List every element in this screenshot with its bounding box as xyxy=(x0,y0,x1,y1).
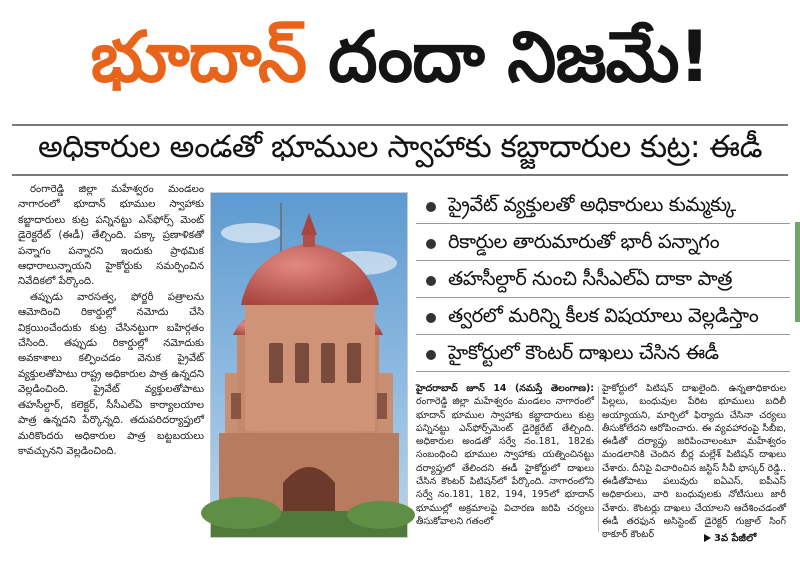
bullet-dot-icon xyxy=(426,276,436,286)
bullet-text: తహసీల్దార్ నుంచి సీసీఎల్‌ఏ దాకా పాత్ర xyxy=(448,266,732,290)
high-court-building-photo xyxy=(210,192,408,538)
bullet-dot-icon xyxy=(426,202,436,212)
left-column xyxy=(18,182,204,544)
bullet-item xyxy=(416,190,790,224)
bullet-text: హైకోర్టులో కౌంటర్ దాఖలు చేసిన ఈడీ xyxy=(448,340,719,364)
arrow-right-icon xyxy=(704,534,711,542)
left-column-para2: తప్పుడు వారసత్వ, ఫోర్జరీ పత్రాలను ఆమోదించి రికార్డుల్లో నమోదు చేసి విక్రయించేందుకు కుట్ర చేసినట్టుగా బహిర్గతం చేసింది. తప్పుడు రికార్డుల్లో నమోదుకు అవకాశాలు కల్పించడం వెనుక ప్రైవేట్ వ్యక్తులతోపాటు రాష్ట్ర అధికారుల పాత్ర ఉన్నదని వెల్లడించింది. ప్రైవేట్ వ్యక్తులతోపాటు తహసీల్దార్, కలెక్టర్, సీసీఎల్‌ఏ కార్యాలయాల పాత్ర ఉన్నదని పేర్కొన్నది. తదుపరిదర్యాప్తులో మరికొందరు అధికారుల పాత్ర బట్టబయలు కావచ్చునని వెల్లడించింది. xyxy=(18,291,204,457)
bullet-list xyxy=(416,190,790,375)
bullet-dot-icon xyxy=(426,239,436,249)
bullet-text: ప్రైవేట్ వ్యక్తులతో అధికారులు కుమ్మక్కు xyxy=(448,192,736,216)
bullet-item xyxy=(416,227,790,261)
bottom-rule xyxy=(12,174,788,176)
edge-accent-bar xyxy=(795,222,800,322)
column-divider xyxy=(598,386,599,532)
bullet-dot-icon xyxy=(426,313,436,323)
continued-on-page[interactable] xyxy=(704,532,756,546)
bullet-text: రికార్డుల తారుమారుతో భారీ పన్నాగం xyxy=(448,229,720,253)
headline xyxy=(10,14,790,116)
continued-label: 3వ పేజీలో xyxy=(714,533,757,544)
bullet-text: త్వరలో మరిన్ని కీలక విషయాలు వెల్లడిస్తాం xyxy=(448,303,759,327)
bullet-item xyxy=(416,264,790,298)
article-column-2 xyxy=(416,382,594,540)
headline-part2: దందా నిజమే! xyxy=(328,15,710,98)
article-body-3: హైకోర్టులో పిటిషన్ దాఖలైంది. ఉన్నతాధికారుల పిల్లలు, బంధువుల పేరిట భూములు బదిలీ అయ్యాయని, మార్చిలో ఫిర్యాదు చేసినా చర్యలు తీసుకోలేదని ఆరోపించారు. ఈ వ్యవహారంపై సీబీఐ, ఈడీతో దర్యాప్తు జరిపించాలంటూ మహేశ్వరం మండలానికి చెందిన బీర్ల మల్లేశ్ పిటిషన్ దాఖలు చేశారు. దీనిపై విచారించిన జస్టిస్ సీవీ భాస్కర్ రెడ్డి.. ఈడీతోపాటు పలువురు ఐఏఎస్, ఐపీఎస్ అధికారులు, వారి బంధువులకు నోటీసులు జారీ చేశారు. కౌంటర్లు దాఖలు చేయాలని ఆదేశించడంతో ఈడీ తరఫున అసిస్టెంట్ డైరెక్టర్ గుజ్రాల్ సింగ్ ఠాకూర్ కౌంటర్ xyxy=(602,383,787,541)
subheadline: అధికారుల అండతో భూముల స్వాహాకు కబ్జాదారుల కుట్ర: ఈడీ xyxy=(37,128,763,165)
article-body-2: రంగారెడ్డి జిల్లా మహేశ్వరం మండలం నాగారంలో భూదాన్ భూముల స్వాహాకు కబ్జాదారులు కుట్ర పన్నినట్టు ఎన్‌ఫోర్స్‌మెంట్ డైరెక్టరేట్ తేల్చింది. అధికారుల అండతో సర్వే నం.181, 182కు సంబంధించి భూముల స్వాహాకు యత్నించినట్టు దర్యాప్తులో తేలిందని ఈడీ హైకోర్టులో దాఖలు చేసిన కౌంటర్ పిటిషన్‌లో పేర్కొంది. నాగారంలోని సర్వే నం.181, 182, 194, 195లో భూదాన్ భూముల్లో అక్రమాలపై విచారణ జరిపి చర్యలు తీసుకోవాలని గతంలో xyxy=(416,396,594,527)
dateline: హైదరాబాద్ జూన్ 14 (నమస్తే తెలంగాణ): xyxy=(416,383,594,394)
bullet-item xyxy=(416,338,790,372)
top-rule xyxy=(12,124,788,126)
left-column-para1: రంగారెడ్డి జిల్లా మహేశ్వరం మండలం నాగారంలో భూదాన్ భూముల స్వాహాకు కబ్జాదారులు కుట్ర పన్నినట్టు ఎన్‌ఫోర్స్ మెంట్ డైరెక్టరేట్ (ఈడీ) తేల్చింది. పక్కా ప్రణాళికతో పన్నాగం పన్నారని ఇందుకు ప్రాథమిక ఆధారాలున్నాయని హైకోర్టుకు సమర్పించిన నివేదికలో పేర్కొంది. xyxy=(18,184,204,288)
bullet-item xyxy=(416,301,790,335)
bullet-dot-icon xyxy=(426,350,436,360)
headline-part1: భూదాన్ xyxy=(90,15,307,98)
